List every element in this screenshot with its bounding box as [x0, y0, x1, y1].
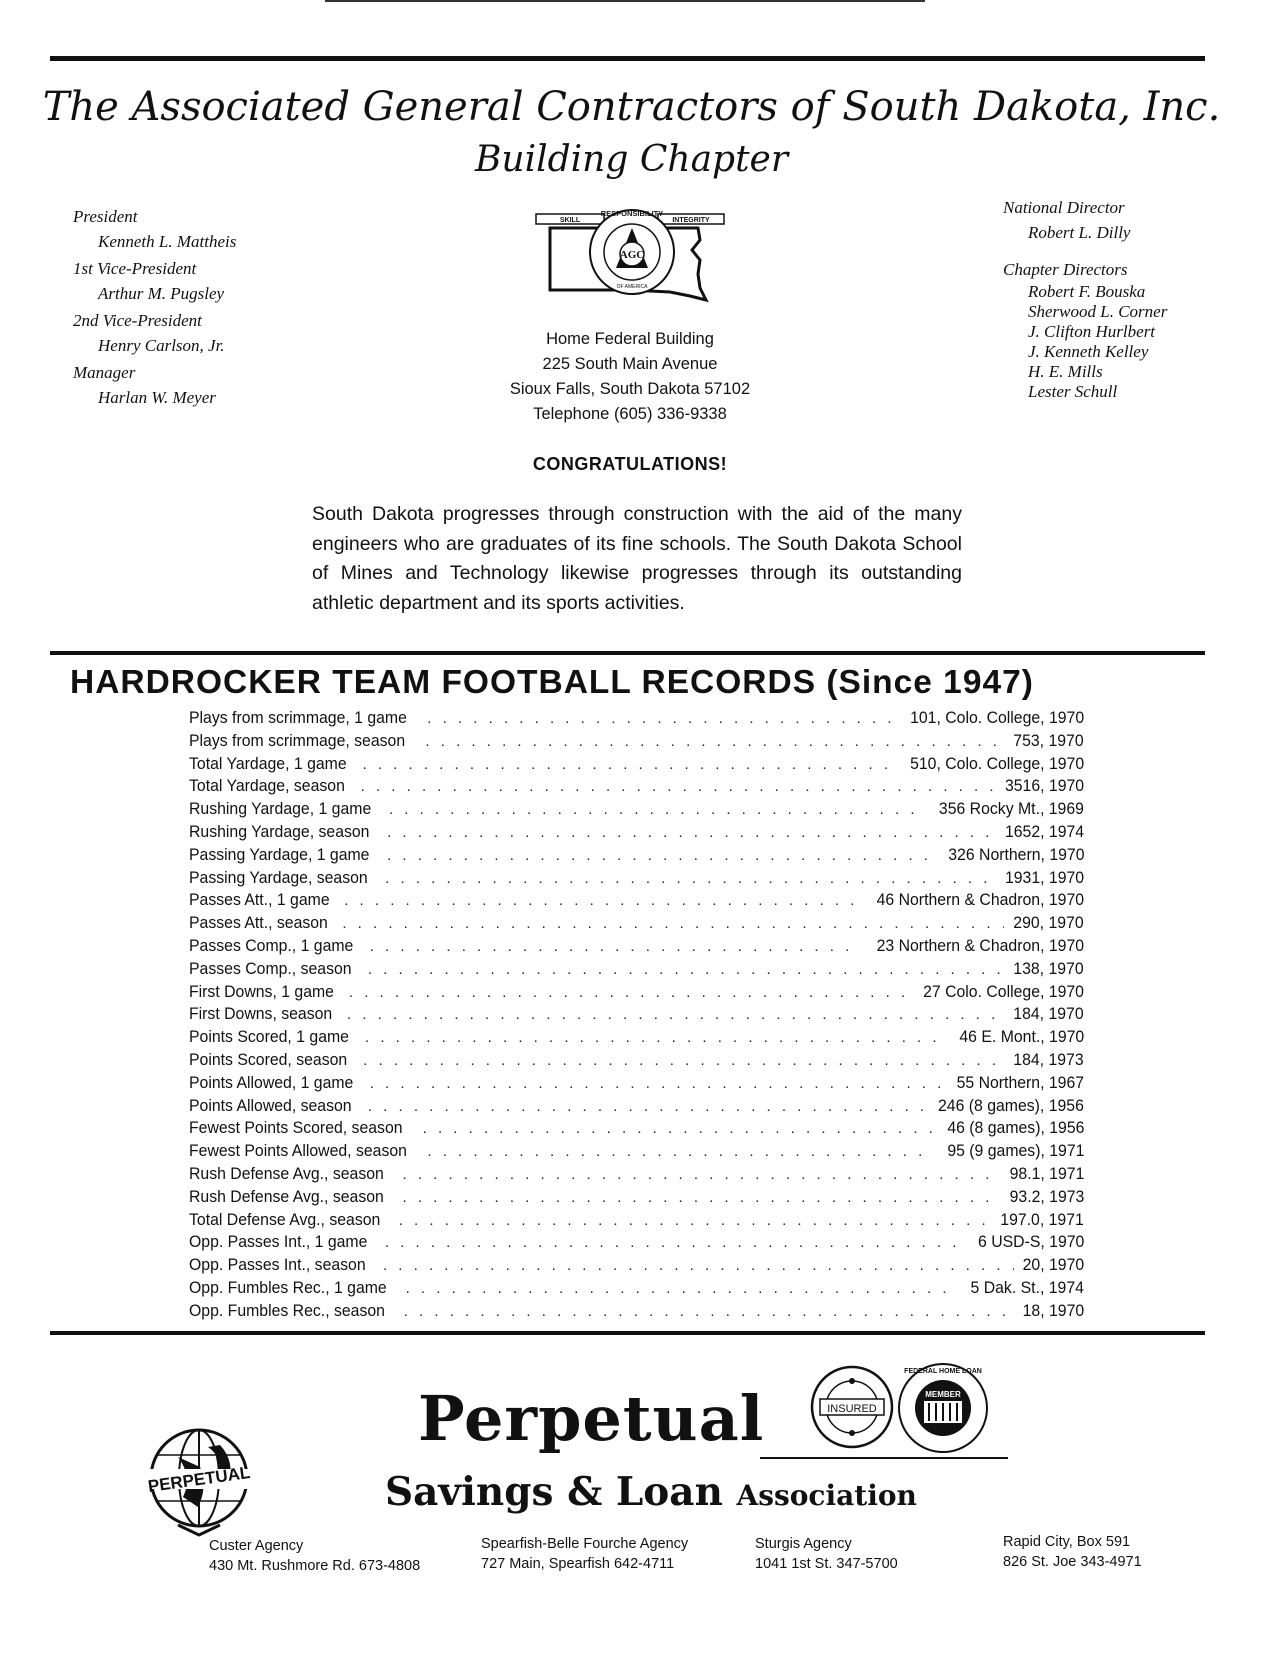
record-value: 98.1, 1971 [1009, 1163, 1084, 1183]
globe-logo-text: PERPETUAL [146, 1462, 252, 1497]
logo-skill-text: SKILL [559, 217, 581, 224]
record-row [189, 798, 1084, 821]
record-value: 138, 1970 [1013, 958, 1084, 978]
record-leader-dots [385, 868, 995, 891]
record-leader-dots [363, 754, 893, 777]
insured-text: INSURED [827, 1403, 877, 1415]
record-label: Points Allowed, 1 game [189, 1072, 354, 1092]
record-value: 197.0, 1971 [1000, 1209, 1084, 1229]
record-leader-dots [383, 1255, 1014, 1278]
record-value: 23 Northern & Chadron, 1970 [876, 935, 1084, 955]
officers-right [1003, 195, 1253, 402]
record-leader-dots [368, 1096, 923, 1119]
bank-subtitle-association: Association [736, 1479, 917, 1512]
record-label: Passes Comp., 1 game [189, 935, 354, 955]
record-value: 290, 1970 [1013, 913, 1084, 933]
agency-name: Rapid City, Box 591 [1003, 1534, 1131, 1550]
record-leader-dots [344, 890, 857, 913]
record-label: Opp. Passes Int., season [189, 1255, 366, 1275]
record-row [189, 1186, 1084, 1209]
record-leader-dots [365, 1027, 946, 1050]
officer-name: Kenneth L. Mattheis [98, 232, 237, 251]
record-label: First Downs, 1 game [189, 981, 334, 1001]
officer-name: Arthur M. Pugsley [98, 284, 225, 303]
record-label: Fewest Points Scored, season [189, 1118, 403, 1138]
record-value: 326 Northern, 1970 [947, 844, 1084, 864]
national-director-name: Robert L. Dilly [1028, 223, 1131, 242]
record-label: Rush Defense Avg., season [189, 1163, 384, 1183]
agency-address: 727 Main, Spearfish 642-4711 [481, 1556, 675, 1572]
org-title: The Associated General Contractors of South Dakota, Inc. [42, 84, 1221, 130]
chapter-director-name: Lester Schull [1028, 382, 1118, 401]
agency-name: Custer Agency [209, 1538, 304, 1554]
record-label: Plays from scrimmage, 1 game [189, 708, 407, 727]
logo-ring-text: OF AMERICA [616, 284, 648, 290]
record-label: Fewest Points Allowed, season [189, 1141, 407, 1161]
record-row [189, 844, 1084, 867]
record-label: First Downs, season [189, 1004, 333, 1024]
top-faint-rule [325, 0, 925, 2]
record-row [189, 730, 1084, 753]
address-block [440, 327, 820, 427]
record-value: 95 (9 games), 1971 [946, 1141, 1084, 1161]
record-leader-dots [403, 1187, 1000, 1210]
chapter-director-name: Sherwood L. Corner [1028, 302, 1168, 321]
logo-integrity-text: INTEGRITY [672, 217, 710, 224]
record-leader-dots [389, 799, 924, 822]
record-row [189, 775, 1084, 798]
record-label: Rushing Yardage, 1 game [189, 799, 372, 819]
agency-custer [209, 1536, 420, 1576]
record-leader-dots [347, 1004, 1004, 1027]
record-value: 184, 1973 [1013, 1049, 1084, 1069]
records-list [189, 707, 1084, 1323]
record-row [189, 1072, 1084, 1095]
record-row [189, 1026, 1084, 1049]
record-value: 753, 1970 [1013, 730, 1084, 750]
bank-subtitle [385, 1469, 917, 1519]
record-value: 510, Colo. College, 1970 [909, 753, 1084, 773]
agency-sturgis [755, 1534, 898, 1574]
record-leader-dots [363, 1050, 1004, 1073]
record-label: Rushing Yardage, season [189, 821, 370, 841]
record-row [189, 1231, 1084, 1254]
officer-name: Harlan W. Meyer [98, 388, 216, 407]
congratulations-heading: CONGRATULATIONS! [532, 454, 728, 474]
record-value: 93.2, 1973 [1009, 1186, 1084, 1206]
record-leader-dots [385, 1232, 966, 1255]
bank-name: Perpetual [418, 1382, 765, 1455]
record-row [189, 1277, 1084, 1300]
chapter-director-name: Robert F. Bouska [1028, 282, 1146, 301]
congratulations-message: South Dakota progresses through construction with the aid of the many engineers who are graduates of its fine schools. The South Dakota School of Mines and Technology likewise progresses through its outstanding athletic department and its sports activities. [312, 503, 962, 614]
record-row [189, 821, 1084, 844]
record-value: 246 (8 games), 1956 [938, 1095, 1084, 1115]
record-value: 27 Colo. College, 1970 [923, 981, 1084, 1001]
telephone-line: Telephone (605) 336-9338 [533, 405, 727, 423]
record-value: 20, 1970 [1022, 1255, 1084, 1275]
agency-name: Sturgis Agency [755, 1536, 852, 1552]
agency-spearfish [481, 1534, 688, 1574]
logo-center-text: AGC [619, 249, 645, 261]
record-label: Rush Defense Avg., season [189, 1186, 384, 1206]
record-label: Plays from scrimmage, season [189, 730, 406, 750]
record-leader-dots [403, 1164, 1000, 1187]
record-label: Passing Yardage, season [189, 867, 368, 887]
record-value: 46 Northern & Chadron, 1970 [876, 890, 1084, 910]
record-label: Points Scored, season [189, 1049, 348, 1069]
records-top-rule [50, 651, 1205, 655]
record-leader-dots [423, 1118, 933, 1141]
record-label: Passes Att., 1 game [189, 890, 330, 910]
agency-address: 826 St. Joe 343-4971 [1003, 1554, 1142, 1570]
record-leader-dots [427, 1141, 932, 1164]
record-leader-dots [349, 982, 907, 1005]
record-value: 55 Northern, 1967 [956, 1072, 1084, 1092]
record-leader-dots [387, 845, 933, 868]
record-value: 18, 1970 [1022, 1300, 1084, 1320]
records-bottom-rule [50, 1331, 1205, 1335]
agency-rapid-city [1003, 1532, 1142, 1572]
record-leader-dots [399, 1210, 990, 1233]
record-leader-dots [427, 708, 893, 731]
chapter-director-name: H. E. Mills [1028, 362, 1103, 381]
record-row [189, 1163, 1084, 1186]
record-value: 6 USD-S, 1970 [977, 1232, 1084, 1252]
record-label: Passes Att., season [189, 913, 328, 933]
chapter-directors-role: Chapter Directors [1003, 260, 1128, 279]
officer-role: President [73, 207, 138, 226]
record-leader-dots [342, 913, 1004, 936]
national-director-role: National Director [1003, 198, 1125, 217]
record-value: 46 (8 games), 1956 [946, 1118, 1084, 1138]
record-row [189, 935, 1084, 958]
record-label: Passes Comp., season [189, 958, 352, 978]
record-value: 1652, 1974 [1004, 821, 1084, 841]
bank-name-underline [760, 1457, 1008, 1459]
record-label: Opp. Passes Int., 1 game [189, 1232, 368, 1252]
insured-seal [808, 1363, 896, 1451]
record-value: 184, 1970 [1013, 1004, 1084, 1024]
chapter-title: Building Chapter [474, 139, 789, 180]
record-leader-dots [406, 1278, 959, 1301]
record-leader-dots [361, 776, 995, 799]
chapter-director-name: J. Clifton Hurlbert [1028, 322, 1156, 341]
officers-left [73, 204, 373, 410]
fhlb-seal [896, 1361, 990, 1455]
records-title: HARDROCKER TEAM FOOTBALL RECORDS (Since 1947) [70, 664, 1034, 701]
agency-name: Spearfish-Belle Fourche Agency [481, 1536, 689, 1552]
address-line: Home Federal Building [546, 330, 714, 348]
fhlb-text: FEDERAL HOME LOAN [904, 1368, 982, 1375]
record-label: Passing Yardage, 1 game [189, 844, 370, 864]
record-row [189, 1095, 1084, 1118]
chapter-director-name: J. Kenneth Kelley [1028, 342, 1149, 361]
record-value: 101, Colo. College, 1970 [909, 708, 1084, 727]
record-row [189, 1003, 1084, 1026]
record-row [189, 958, 1084, 981]
member-text: MEMBER [925, 1390, 961, 1399]
record-row [189, 889, 1084, 912]
officer-role: 1st Vice-President [73, 259, 197, 278]
agc-logo [530, 200, 730, 318]
agency-address: 1041 1st St. 347-5700 [755, 1556, 898, 1572]
record-row [189, 1117, 1084, 1140]
record-leader-dots [404, 1301, 1014, 1324]
record-value: 5 Dak. St., 1974 [970, 1277, 1084, 1297]
record-label: Total Defense Avg., season [189, 1209, 381, 1229]
officer-role: 2nd Vice-President [73, 311, 202, 330]
record-value: 3516, 1970 [1004, 776, 1084, 796]
record-label: Total Yardage, season [189, 776, 345, 796]
officer-name: Henry Carlson, Jr. [98, 336, 225, 355]
header-rule [50, 56, 1205, 61]
record-row [189, 867, 1084, 890]
record-value: 1931, 1970 [1004, 867, 1084, 887]
record-leader-dots [370, 1073, 943, 1096]
record-label: Points Allowed, season [189, 1095, 352, 1115]
officer-role: Manager [73, 363, 136, 382]
record-row [189, 1300, 1084, 1323]
record-leader-dots [370, 936, 857, 959]
record-label: Total Yardage, 1 game [189, 753, 347, 773]
record-row [189, 1254, 1084, 1277]
agency-address: 430 Mt. Rushmore Rd. 673-4808 [209, 1558, 421, 1574]
record-row [189, 707, 1084, 730]
record-row [189, 981, 1084, 1004]
record-value: 356 Rocky Mt., 1969 [938, 799, 1084, 819]
record-label: Points Scored, 1 game [189, 1027, 349, 1047]
record-label: Opp. Fumbles Rec., 1 game [189, 1277, 387, 1297]
record-row [189, 1140, 1084, 1163]
record-row [189, 1049, 1084, 1072]
record-value: 46 E. Mont., 1970 [959, 1027, 1084, 1047]
record-row [189, 753, 1084, 776]
address-line: 225 South Main Avenue [542, 355, 718, 373]
record-leader-dots [425, 731, 1004, 754]
record-row [189, 912, 1084, 935]
perpetual-globe-logo [138, 1417, 260, 1539]
record-leader-dots [387, 822, 995, 845]
record-label: Opp. Fumbles Rec., season [189, 1300, 385, 1320]
bank-subtitle-main: Savings & Loan [385, 1469, 723, 1515]
record-leader-dots [368, 959, 1005, 982]
record-row [189, 1209, 1084, 1232]
logo-responsibility-text: RESPONSIBILITY [600, 209, 664, 218]
address-line: Sioux Falls, South Dakota 57102 [509, 380, 751, 398]
